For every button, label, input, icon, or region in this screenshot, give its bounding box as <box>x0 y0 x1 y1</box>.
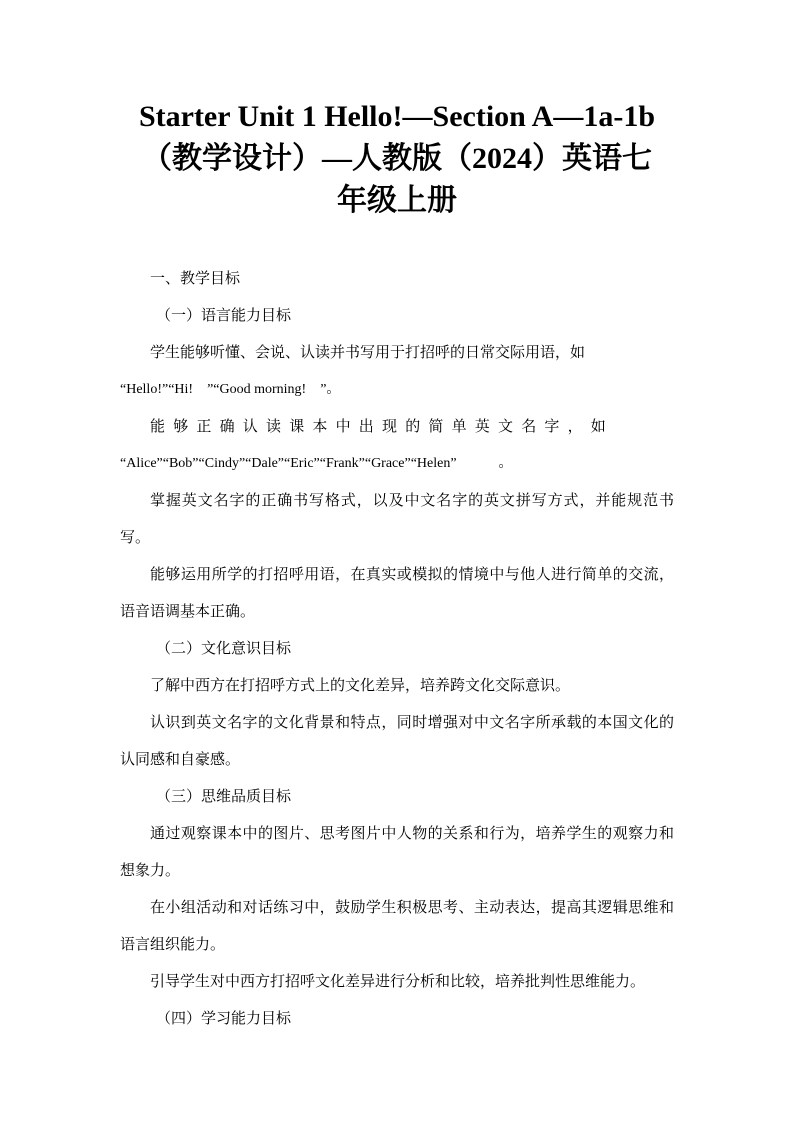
subheading-language-ability: （一）语言能力目标 <box>156 306 292 324</box>
paragraph-greetings: 学生能够听懂、会说、认读并书写用于打招呼的日常交际用语，如 <box>150 343 586 361</box>
paragraph-critical-thinking: 引导学生对中西方打招呼文化差异进行分析和比较，培养批判性思维能力。 <box>150 972 646 990</box>
title-line-1: Starter Unit 1 Hello!—Section A—1a-1b <box>138 100 656 133</box>
title-line-3: 年级上册 <box>337 184 457 217</box>
paragraph-name-culture: 认识到英文名字的文化背景和特点，同时增强对中文名字所承载的本国文化的认同感和自豪感。 <box>120 713 674 768</box>
subheading-cultural-awareness: （二）文化意识目标 <box>156 639 292 657</box>
subheading-thinking-quality: （三）思维品质目标 <box>156 787 292 805</box>
subheading-learning-ability: （四）学习能力目标 <box>156 1009 292 1027</box>
paragraph-english-names-list: “Alice”“Bob”“Cindy”“Dale”“Eric”“Frank”“Grace”“Helen” 。 <box>120 456 513 471</box>
paragraph-group-activities: 在小组活动和对话练习中，鼓励学生积极思考、主动表达，提高其逻辑思维和语言组织能力。 <box>120 898 674 953</box>
document-title <box>120 96 674 222</box>
paragraph-english-names: 能够正确认读课本中出现的简单英文名字，如 <box>150 417 615 435</box>
paragraph-greetings-examples: “Hello!”“Hi! ”“Good morning! ”。 <box>120 382 341 397</box>
paragraph-cultural-differences: 了解中西方在打招呼方式上的文化差异，培养跨文化交际意识。 <box>150 676 571 694</box>
title-line-2: （教学设计）—人教版（2024）英语七 <box>142 142 652 175</box>
paragraph-observation: 通过观察课本中的图片、思考图片中人物的关系和行为，培养学生的观察力和想象力。 <box>120 824 674 879</box>
paragraph-greeting-usage: 能够运用所学的打招呼用语，在真实或模拟的情境中与他人进行简单的交流，语音语调基本正确。 <box>120 565 674 620</box>
section-heading-teaching-goals: 一、教学目标 <box>150 269 241 287</box>
paragraph-name-writing: 掌握英文名字的正确书写格式，以及中文名字的英文拼写方式，并能规范书写。 <box>120 491 674 546</box>
